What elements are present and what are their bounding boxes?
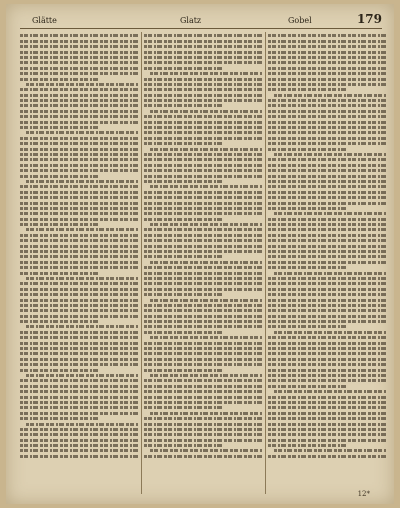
text-line	[144, 45, 262, 48]
text-line	[144, 288, 262, 291]
text-line	[150, 336, 262, 339]
text-column-3	[268, 32, 386, 494]
text-line	[268, 169, 386, 172]
text-line	[144, 34, 262, 37]
text-line	[268, 336, 386, 339]
text-line	[274, 212, 386, 215]
text-line	[20, 352, 138, 355]
text-line	[268, 412, 386, 415]
text-line	[144, 180, 224, 183]
text-line	[144, 255, 224, 258]
text-line	[144, 266, 262, 269]
text-line	[268, 131, 386, 134]
text-line	[150, 72, 262, 75]
signature-mark: 12*	[357, 490, 370, 498]
text-line	[144, 196, 262, 199]
text-line	[20, 191, 138, 194]
text-line	[20, 164, 138, 167]
text-line	[144, 347, 262, 350]
text-line	[268, 369, 386, 372]
text-line	[268, 207, 348, 210]
text-line	[268, 196, 386, 199]
text-line	[144, 331, 224, 334]
text-line	[268, 428, 386, 431]
text-line	[144, 309, 262, 312]
text-line	[144, 169, 262, 172]
text-line	[20, 202, 138, 205]
text-line	[144, 444, 224, 447]
text-line	[274, 272, 386, 275]
text-line	[26, 325, 138, 328]
text-line	[20, 56, 138, 59]
text-line	[268, 304, 386, 307]
running-head-left: Glätte	[32, 16, 57, 25]
text-line	[20, 148, 138, 151]
text-line	[268, 40, 386, 43]
text-line	[144, 83, 262, 86]
text-line	[144, 191, 262, 194]
text-line	[268, 56, 386, 59]
text-line	[150, 412, 262, 415]
text-line	[150, 110, 262, 113]
text-line	[144, 67, 224, 70]
text-line	[20, 153, 138, 156]
text-line	[20, 449, 138, 452]
text-line	[20, 115, 138, 118]
text-line	[274, 331, 386, 334]
text-line	[26, 423, 138, 426]
text-line	[20, 293, 138, 296]
text-line	[144, 104, 224, 107]
text-line	[268, 110, 386, 113]
text-line	[20, 401, 138, 404]
text-line	[268, 78, 386, 81]
text-line	[20, 158, 138, 161]
text-line	[20, 417, 100, 420]
book-page	[6, 4, 394, 504]
text-line	[144, 433, 262, 436]
text-line	[268, 126, 386, 129]
text-line	[20, 331, 138, 334]
text-line	[268, 45, 386, 48]
text-line	[20, 299, 138, 302]
text-line	[20, 428, 138, 431]
text-line	[268, 142, 386, 145]
text-line	[20, 218, 138, 221]
text-line	[268, 261, 386, 264]
text-line	[268, 148, 348, 151]
text-line	[144, 363, 262, 366]
text-line	[144, 304, 262, 307]
text-line	[20, 309, 138, 312]
column-divider	[141, 32, 142, 494]
text-line	[20, 212, 138, 215]
running-head-center: Glatz	[180, 16, 202, 25]
text-line	[268, 72, 386, 75]
text-line	[144, 250, 262, 253]
text-line	[20, 347, 138, 350]
text-line	[144, 51, 262, 54]
text-line	[144, 175, 262, 178]
text-line	[20, 336, 138, 339]
text-line	[144, 164, 262, 167]
text-line	[144, 40, 262, 43]
text-line	[268, 385, 348, 388]
text-line	[20, 304, 138, 307]
text-line	[144, 406, 224, 409]
text-line	[20, 250, 138, 253]
text-line	[268, 347, 386, 350]
text-line	[274, 449, 386, 452]
text-line	[268, 67, 386, 70]
text-line	[144, 325, 262, 328]
text-line	[144, 158, 262, 161]
text-column-1	[20, 32, 138, 494]
text-line	[20, 121, 138, 124]
text-line	[20, 433, 138, 436]
text-line	[268, 266, 348, 269]
text-line	[268, 282, 386, 285]
text-line	[268, 352, 386, 355]
text-line	[144, 94, 262, 97]
text-line	[268, 228, 386, 231]
text-line	[20, 239, 138, 242]
running-head-right: Gobel	[288, 16, 312, 25]
text-line	[144, 277, 262, 280]
text-line	[20, 245, 138, 248]
text-line	[26, 180, 138, 183]
text-line	[20, 439, 138, 442]
text-line	[144, 272, 262, 275]
text-line	[268, 202, 386, 205]
text-line	[144, 121, 262, 124]
text-line	[144, 126, 262, 129]
text-line	[268, 61, 386, 64]
text-line	[268, 455, 386, 458]
text-line	[268, 185, 386, 188]
text-line	[268, 309, 386, 312]
text-line	[268, 315, 386, 318]
text-line	[20, 72, 138, 75]
text-line	[150, 261, 262, 264]
text-line	[20, 78, 100, 81]
text-line	[26, 83, 138, 86]
text-line	[20, 379, 138, 382]
text-line	[144, 131, 262, 134]
text-line	[268, 401, 386, 404]
text-line	[144, 315, 262, 318]
text-line	[20, 51, 138, 54]
text-line	[20, 207, 138, 210]
text-line	[268, 164, 386, 167]
text-line	[20, 272, 100, 275]
text-line	[268, 99, 386, 102]
text-line	[268, 88, 348, 91]
text-line	[268, 396, 386, 399]
text-line	[268, 137, 386, 140]
text-line	[144, 369, 224, 372]
text-line	[20, 110, 138, 113]
text-line	[26, 131, 138, 134]
text-line	[144, 423, 262, 426]
text-line	[20, 196, 138, 199]
text-line	[20, 126, 100, 129]
text-line	[268, 218, 386, 221]
text-line	[20, 99, 138, 102]
text-line	[268, 223, 386, 226]
text-line	[144, 379, 262, 382]
text-line	[144, 358, 262, 361]
text-line	[268, 234, 386, 237]
text-line	[268, 34, 386, 37]
text-line	[274, 390, 386, 393]
text-line	[268, 293, 386, 296]
text-line	[144, 115, 262, 118]
text-line	[268, 250, 386, 253]
text-line	[20, 45, 138, 48]
text-line	[268, 180, 386, 183]
text-line	[144, 218, 224, 221]
text-line	[20, 185, 138, 188]
text-line	[144, 282, 262, 285]
text-line	[20, 94, 138, 97]
text-line	[268, 325, 348, 328]
text-line	[144, 142, 224, 145]
text-line	[268, 439, 386, 442]
text-line	[144, 455, 262, 458]
text-line	[144, 428, 262, 431]
text-line	[20, 320, 100, 323]
text-line	[26, 228, 138, 231]
text-line	[144, 417, 262, 420]
text-line	[144, 61, 262, 64]
text-line	[144, 401, 262, 404]
text-line	[150, 374, 262, 377]
text-line	[268, 191, 386, 194]
text-line	[150, 223, 262, 226]
text-line	[268, 83, 386, 86]
text-line	[20, 444, 138, 447]
text-line	[26, 374, 138, 377]
text-line	[274, 94, 386, 97]
text-line	[26, 277, 138, 280]
text-line	[20, 40, 138, 43]
text-line	[268, 342, 386, 345]
text-line	[20, 104, 138, 107]
text-line	[144, 320, 262, 323]
text-line	[20, 261, 138, 264]
text-line	[144, 239, 262, 242]
text-line	[268, 115, 386, 118]
text-line	[144, 137, 262, 140]
text-line	[20, 34, 138, 37]
column-divider	[265, 32, 266, 494]
text-line	[150, 148, 262, 151]
text-line	[268, 239, 386, 242]
text-line	[144, 245, 262, 248]
text-line	[20, 406, 138, 409]
text-column-2	[144, 32, 262, 494]
text-line	[20, 315, 138, 318]
text-line	[268, 406, 386, 409]
text-line	[268, 104, 386, 107]
text-line	[144, 342, 262, 345]
text-line	[20, 282, 138, 285]
text-line	[20, 288, 138, 291]
text-line	[268, 363, 386, 366]
text-line	[144, 99, 262, 102]
text-line	[144, 385, 262, 388]
text-line	[268, 175, 386, 178]
text-line	[144, 293, 224, 296]
text-line	[150, 299, 262, 302]
text-line	[20, 385, 138, 388]
text-line	[268, 423, 386, 426]
text-line	[268, 417, 386, 420]
text-line	[20, 369, 100, 372]
page-header	[20, 12, 382, 29]
text-line	[144, 439, 262, 442]
text-line	[20, 88, 138, 91]
text-line	[20, 137, 138, 140]
text-line	[20, 396, 138, 399]
text-line	[268, 379, 386, 382]
text-line	[20, 142, 138, 145]
text-line	[274, 153, 386, 156]
text-line	[20, 412, 138, 415]
text-line	[20, 266, 138, 269]
text-line	[144, 56, 262, 59]
text-line	[20, 255, 138, 258]
text-line	[150, 185, 262, 188]
text-line	[268, 255, 386, 258]
text-line	[20, 234, 138, 237]
text-line	[268, 288, 386, 291]
page-number: 179	[356, 12, 382, 26]
text-line	[268, 444, 348, 447]
text-line	[150, 449, 262, 452]
text-line	[268, 374, 386, 377]
text-line	[144, 78, 262, 81]
text-line	[20, 363, 138, 366]
text-line	[20, 175, 100, 178]
text-line	[144, 202, 262, 205]
text-line	[144, 212, 262, 215]
text-line	[268, 299, 386, 302]
text-line	[20, 223, 100, 226]
text-line	[144, 396, 262, 399]
text-line	[20, 455, 138, 458]
text-line	[268, 51, 386, 54]
text-line	[20, 342, 138, 345]
text-line	[268, 121, 386, 124]
text-line	[268, 320, 386, 323]
text-line	[144, 207, 262, 210]
text-line	[144, 88, 262, 91]
text-line	[144, 390, 262, 393]
text-line	[20, 390, 138, 393]
text-line	[20, 61, 138, 64]
text-line	[268, 433, 386, 436]
text-line	[268, 277, 386, 280]
text-line	[144, 153, 262, 156]
text-line	[268, 245, 386, 248]
text-line	[20, 67, 138, 70]
text-line	[20, 358, 138, 361]
text-line	[144, 228, 262, 231]
text-line	[144, 352, 262, 355]
text-line	[268, 158, 386, 161]
text-line	[268, 358, 386, 361]
text-line	[144, 234, 262, 237]
text-line	[20, 169, 138, 172]
